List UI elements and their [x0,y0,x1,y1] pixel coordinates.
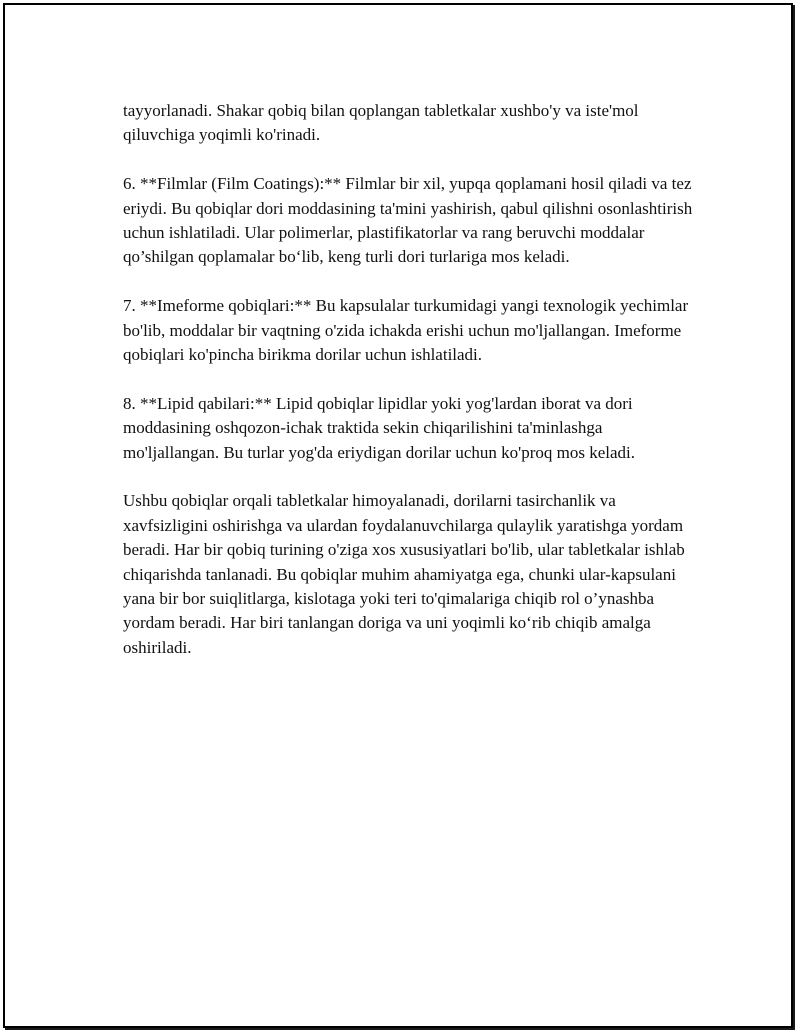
paragraph-imeforme-coatings: 7. **Imeforme qobiqlari:** Bu kapsulalar turkumidagi yangi texnologik yechimlar bo'lib, moddalar bir vaqtning o'zida ichakda erishi uchun mo'ljallangan. Imeforme qobiqlari ko'pincha birikma dorilar uchun ishlatiladi. [123,296,689,365]
paragraph-sugar-coating-end: tayyorlanadi. Shakar qobiq bilan qoplangan tabletkalar xushbo'y va iste'mol qiluvchiga yoqimli ko'rinadi. [123,101,639,145]
document-page [3,3,793,1028]
paragraph-conclusion: Ushbu qobiqlar orqali tabletkalar himoyalanadi, dorilarni tasirchanlik va xavfsizligini oshirishga va ulardan foydalanuvchilarga qulaylik yaratishga yordam beradi. Har bir qobiq turining o'ziga xos xususiyatlari bo'lib, ular tabletkalar ishlab chiqarishda tanlanadi. Bu qobiqlar muhim ahamiyatga ega, chunki ular-kapsulani yana bir bor suiqlitlarga, kislotaga yoki teri to'qimalariga chiqib rol o’ynashba yordam beradi. Har biri tanlangan doriga va uni yoqimli ko‘rib chiqib amalga oshiriladi. [123,491,685,657]
paragraph-film-coatings: 6. **Filmlar (Film Coatings):** Filmlar bir xil, yupqa qoplamani hosil qiladi va tez eriydi. Bu qobiqlar dori moddasining ta'mini yashirish, qabul qilishni osonlashtirish uchun ishlatiladi. Ular polimerlar, plastifikatorlar va rang beruvchi moddalar qo’shilgan qoplamalar bo‘lib, keng turli dori turlariga mos keladi. [123,174,693,267]
document-body [123,99,695,685]
paragraph-lipid-coatings: 8. **Lipid qabilari:** Lipid qobiqlar lipidlar yoki yog'lardan iborat va dori moddasining oshqozon-ichak traktida sekin chiqarilishini ta'minlashga mo'ljallangan. Bu turlar yog'da eriydigan dorilar uchun ko'proq mos keladi. [123,393,635,462]
